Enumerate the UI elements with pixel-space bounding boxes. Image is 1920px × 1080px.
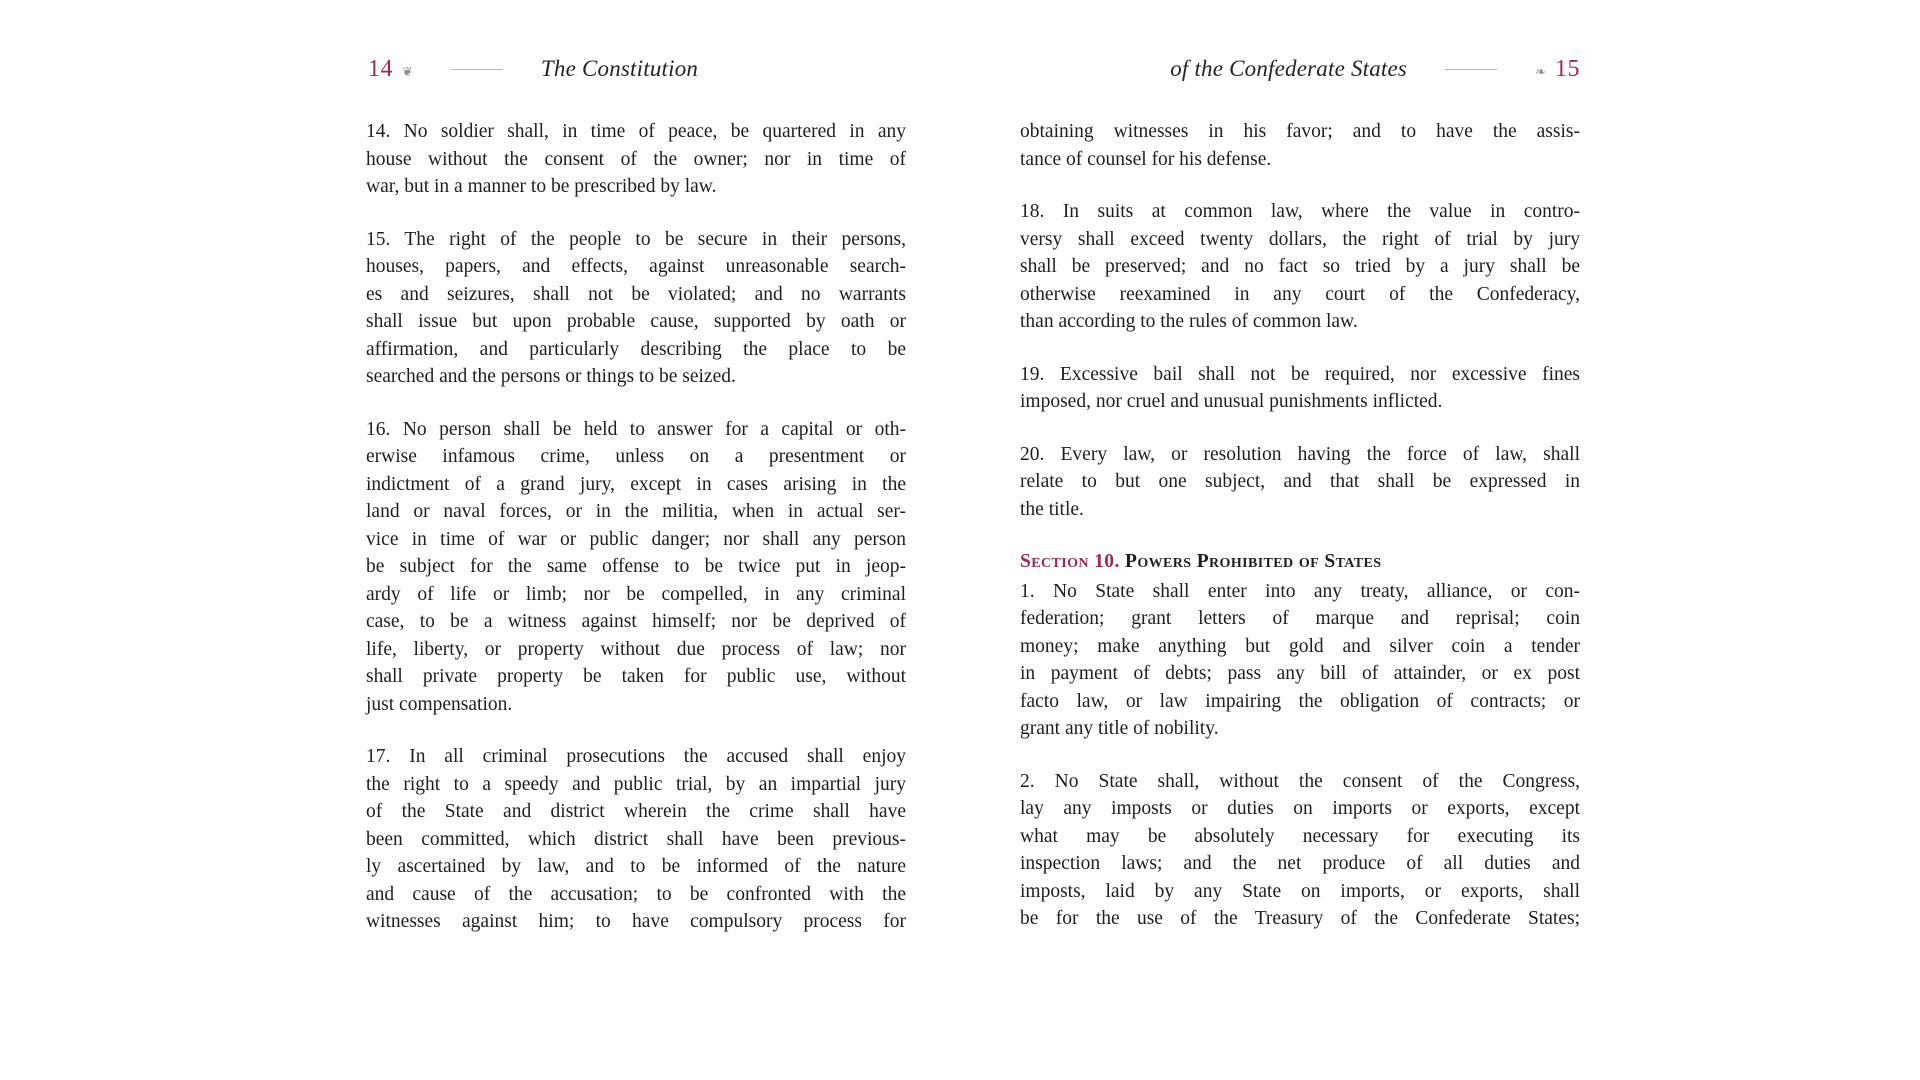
text-line: relate to but one subject, and that shall be expressed in [1020,471,1580,492]
ornament-icon: ❧ [1535,63,1546,79]
running-head-title-verso: The Constitution [540,56,699,81]
text-line: searched and the persons or things to be seized. [366,366,736,387]
text-line: be for the use of the Treasury of the Confederate States; [1020,908,1580,929]
text-line: vice in time of war or public danger; nor shall any person [366,528,906,550]
text-line: versy shall exceed twenty dollars, the right of trial by jury [1020,228,1580,250]
clause-paragraph-17-continuation [1020,118,1580,173]
running-head-recto [1020,52,1580,86]
text-line: es and seizures, shall not be violated; and no warrants [366,283,906,305]
text-line: tance of counsel for his defense. [1020,148,1272,170]
text-line: 1. No State shall enter into any treaty, alliance, or con- [1020,580,1580,602]
text-line: 16. No person shall be held to answer for a capital or oth- [366,418,906,440]
section-clause-paragraph-2 [1020,768,1580,933]
page-number-verso: 14 [368,56,393,82]
text-line: the right to a speedy and public trial, by an impartial jury [366,773,906,795]
text-line: witnesses against him; to have compulsory process for [366,911,906,932]
text-line: facto law, or law impairing the obligation of contracts; or [1020,690,1580,712]
section-heading-title: Powers Prohibited of States [1125,551,1382,572]
text-line: obtaining witnesses in his favor; and to have the assis- [1020,121,1580,142]
clause-paragraph-20 [1020,441,1580,524]
header-rule-recto [1445,69,1497,70]
text-line: ardy of life or limb; nor be compelled, in any criminal [366,583,906,605]
clause-paragraph-17 [366,743,906,936]
text-line: grant any title of nobility. [1020,718,1219,739]
text-line: erwise infamous crime, unless on a presentment or [366,446,906,467]
clause-paragraph-19 [1020,361,1580,416]
text-line: been committed, which district shall have been previous- [366,828,906,850]
text-line: ly ascertained by law, and to be informed of the nature [366,856,906,877]
clause-paragraph-16 [366,416,906,719]
text-line: 19. Excessive bail shall not be required, nor excessive fines [1020,363,1580,385]
text-line: house without the consent of the owner; nor in time of [366,148,906,170]
section-clause-paragraph-1 [1020,578,1580,743]
header-rule-verso [451,69,503,70]
text-line: affirmation, and particularly describing the place to be [366,338,906,360]
section-heading-label: Section 10. [1020,551,1120,572]
text-line: life, liberty, or property without due process of law; nor [366,638,906,660]
text-line: otherwise reexamined in any court of the Confederacy, [1020,283,1580,305]
text-line: of the State and district wherein the crime shall have [366,801,906,822]
running-head-title-recto: of the Confederate States [1170,56,1408,81]
text-line: shall issue but upon probable cause, supported by oath or [366,311,906,332]
text-line: and cause of the accusation; to be confronted with the [366,883,906,905]
text-line: 2. No State shall, without the consent of the Congress, [1020,770,1580,792]
page-number-recto: 15 [1555,56,1580,82]
running-head-verso [368,52,908,86]
section-heading [1020,548,1580,576]
text-line: be subject for the same offense to be twice put in jeop- [366,556,906,577]
text-line: in payment of debts; pass any bill of attainder, or ex post [1020,663,1580,684]
ornament-icon: ❦ [402,63,413,79]
text-line: shall private property be taken for public use, without [366,666,906,687]
text-line: 17. In all criminal prosecutions the accused shall enjoy [366,746,906,767]
text-column-right [1020,118,1580,933]
text-line: houses, papers, and effects, against unreasonable search- [366,256,906,277]
text-line: 14. No soldier shall, in time of peace, be quartered in any [366,121,906,142]
clause-paragraph-14 [366,118,906,201]
text-line: the title. [1020,498,1084,520]
text-line: federation; grant letters of marque and reprisal; coin [1020,608,1580,629]
text-line: war, but in a manner to be prescribed by law. [366,176,717,197]
text-line: 15. The right of the people to be secure in their persons, [366,228,906,250]
text-line: indictment of a grand jury, except in cases arising in the [366,473,906,495]
clause-paragraph-15 [366,226,906,391]
text-line: just compensation. [366,693,513,715]
text-line: what may be absolutely necessary for executing its [1020,825,1580,847]
text-line: 20. Every law, or resolution having the force of law, shall [1020,443,1580,465]
text-line: money; make anything but gold and silver coin a tender [1020,635,1580,657]
text-line: inspection laws; and the net produce of all duties and [1020,853,1580,874]
text-line: imposed, nor cruel and unusual punishments inflicted. [1020,391,1443,412]
text-line: land or naval forces, or in the militia, when in actual ser- [366,501,906,522]
text-line: imposts, laid by any State on imports, or exports, shall [1020,880,1580,902]
clause-paragraph-18 [1020,198,1580,336]
text-line: 18. In suits at common law, where the value in contro- [1020,201,1580,222]
text-column-left [366,118,906,936]
text-line: than according to the rules of common law. [1020,311,1358,332]
text-line: lay any imposts or duties on imports or exports, except [1020,798,1580,819]
text-line: case, to be a witness against himself; nor be deprived of [366,611,906,632]
text-line: shall be preserved; and no fact so tried by a jury shall be [1020,256,1580,277]
